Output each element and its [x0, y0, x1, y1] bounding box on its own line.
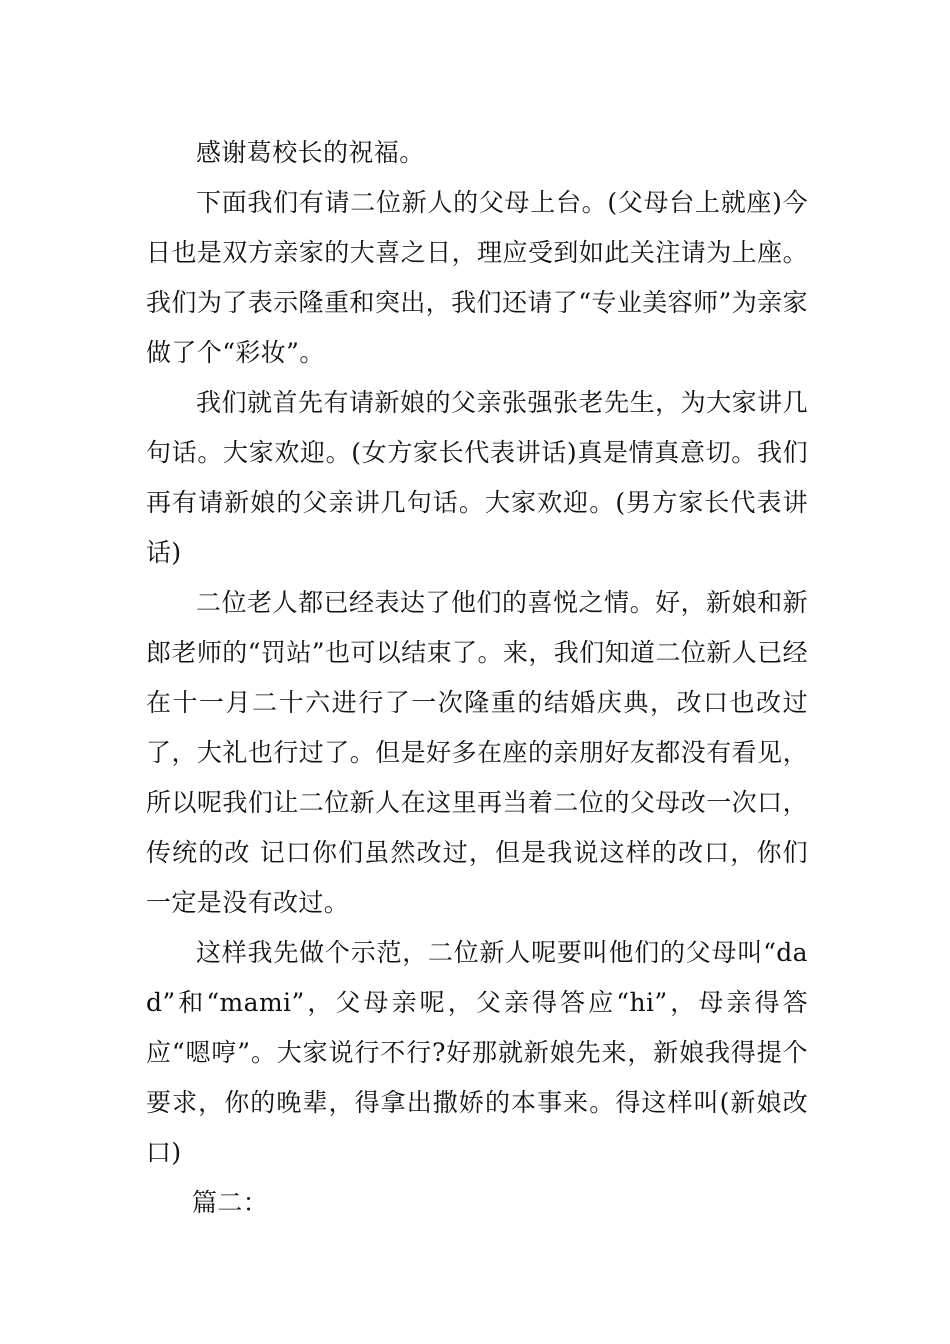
paragraph-parent-speeches: 我们就首先有请新娘的父亲张强张老先生，为大家讲几句话。大家欢迎。(女方家长代表讲话)真是情真意切。我们再有请新娘的父亲讲几句话。大家欢迎。(男方家长代表讲话) [146, 388, 808, 567]
paragraph-parents-on-stage: 下面我们有请二位新人的父母上台。(父母台上就座)今日也是双方亲家的大喜之日，理应受到如此关注请为上座。我们为了表示隆重和突出，我们还请了“专业美容师”为亲家做了个“彩妆”。 [146, 188, 808, 367]
section-heading: 篇二： [192, 1188, 269, 1217]
paragraph-change-address: 二位老人都已经表达了他们的喜悦之情。好，新娘和新郎老师的“罚站”也可以结束了。来，我们知道二位新人已经在十一月二十六进行了一次隆重的结婚庆典，改口也改过了，大礼也行过了。但是好多在座的亲朋好友都没有看见，所以呢我们让二位新人在这里再当着二位的父母改一次口，传统的改 记口你们虽然改过，但是我说这样的改口，你们一定是没有改过。 [146, 588, 808, 917]
document-body [146, 128, 808, 1228]
paragraph-demonstration: 这样我先做个示范，二位新人呢要叫他们的父母叫“dad”和“mami”，父母亲呢，父亲得答应“hi”，母亲得答应“嗯哼”。大家说行不行?好那就新娘先来，新娘我得提个要求，你的晚辈，得拿出撒娇的本事来。得这样叫(新娘改口) [146, 938, 808, 1167]
paragraph-thanks: 感谢葛校长的祝福。 [196, 138, 425, 167]
